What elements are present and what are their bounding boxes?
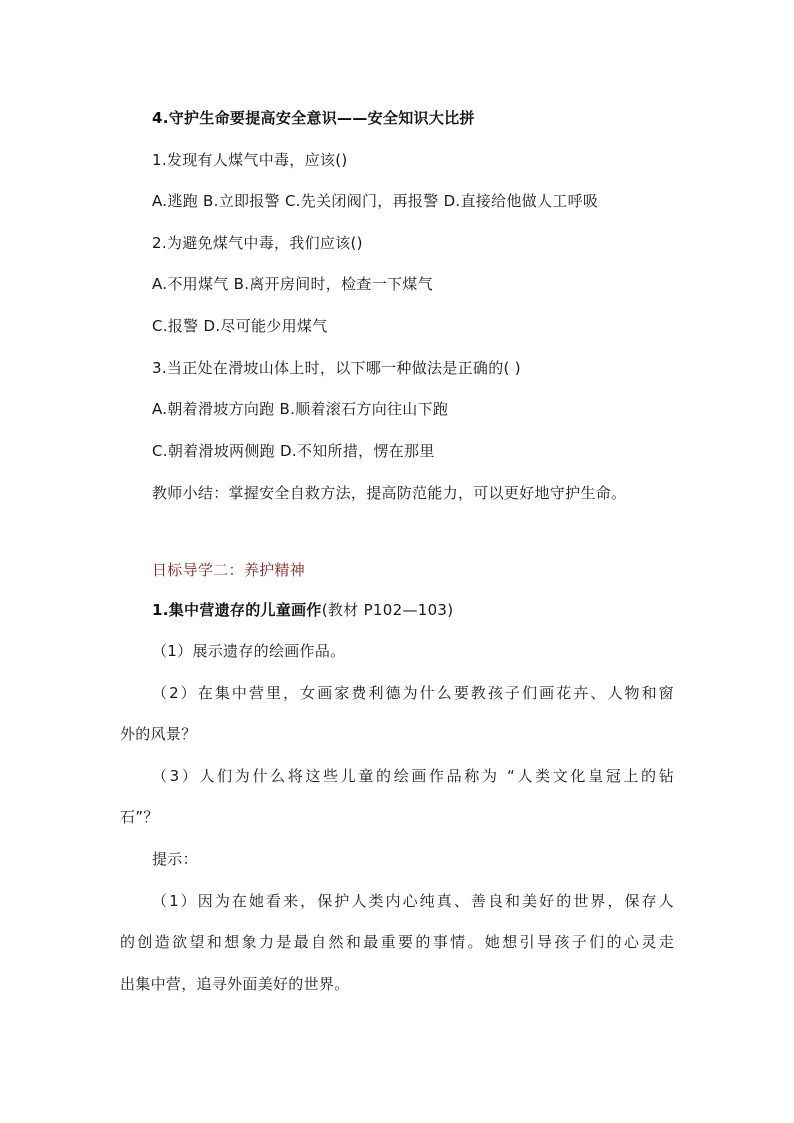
paragraph-1: （1）展示遗存的绘画作品。 xyxy=(152,642,346,660)
question-3-options-c-d: C.朝着滑坡两侧跑 D.不知所措，愣在那里 xyxy=(152,442,435,460)
item-1-title-source: (教材 P102—103) xyxy=(321,601,454,619)
answer-1-line-2: 的创造欲望和想象力是最自然和最重要的事情。她想引导孩子们的心灵走 xyxy=(120,933,674,951)
item-1-title xyxy=(152,600,674,620)
paragraph-3-line-2: 石”？ xyxy=(120,808,159,826)
question-3: 3.当正处在滑坡山体上时，以下哪一种做法是正确的( ) xyxy=(152,359,521,377)
hint-label: 提示： xyxy=(152,850,198,868)
question-2: 2.为避免煤气中毒，我们应该() xyxy=(152,234,363,252)
paragraph-2-line-2: 外的风景？ xyxy=(120,725,197,743)
question-1-options: A.逃跑 B.立即报警 C.先关闭阀门，再报警 D.直接给他做人工呼吸 xyxy=(152,192,599,210)
teacher-summary: 教师小结：掌握安全自救方法，提高防范能力，可以更好地守护生命。 xyxy=(152,484,627,502)
answer-1-line-1: （1）因为在她看来，保护人类内心纯真、善良和美好的世界，保存人 xyxy=(152,892,674,910)
paragraph-2-line-1: （2）在集中营里，女画家费利德为什么要教孩子们画花卉、人物和窗 xyxy=(152,684,674,702)
question-2-options-c-d: C.报警 D.尽可能少用煤气 xyxy=(152,317,328,335)
paragraph-3-line-1: （3）人们为什么将这些儿童的绘画作品称为 “人类文化皇冠上的钻 xyxy=(152,767,674,785)
goal-heading xyxy=(152,560,674,580)
item-1-title-bold: 1.集中营遗存的儿童画作 xyxy=(152,601,322,619)
goal-heading-suffix: ：养护精神 xyxy=(228,561,306,579)
goal-heading-number: 二 xyxy=(213,561,229,579)
goal-heading-prefix: 日标导学 xyxy=(152,561,214,579)
question-3-options-a-b: A.朝着滑坡方向跑 B.顺着滚石方向往山下跑 xyxy=(152,400,449,418)
question-2-options-a-b: A.不用煤气 B.离开房间时，检查一下煤气 xyxy=(152,275,433,293)
question-1: 1.发现有人煤气中毒，应该() xyxy=(152,151,348,169)
answer-1-line-3: 出集中营，追寻外面美好的世界。 xyxy=(120,975,350,993)
section-title: 4.守护生命要提高安全意识——安全知识大比拼 xyxy=(152,109,475,127)
